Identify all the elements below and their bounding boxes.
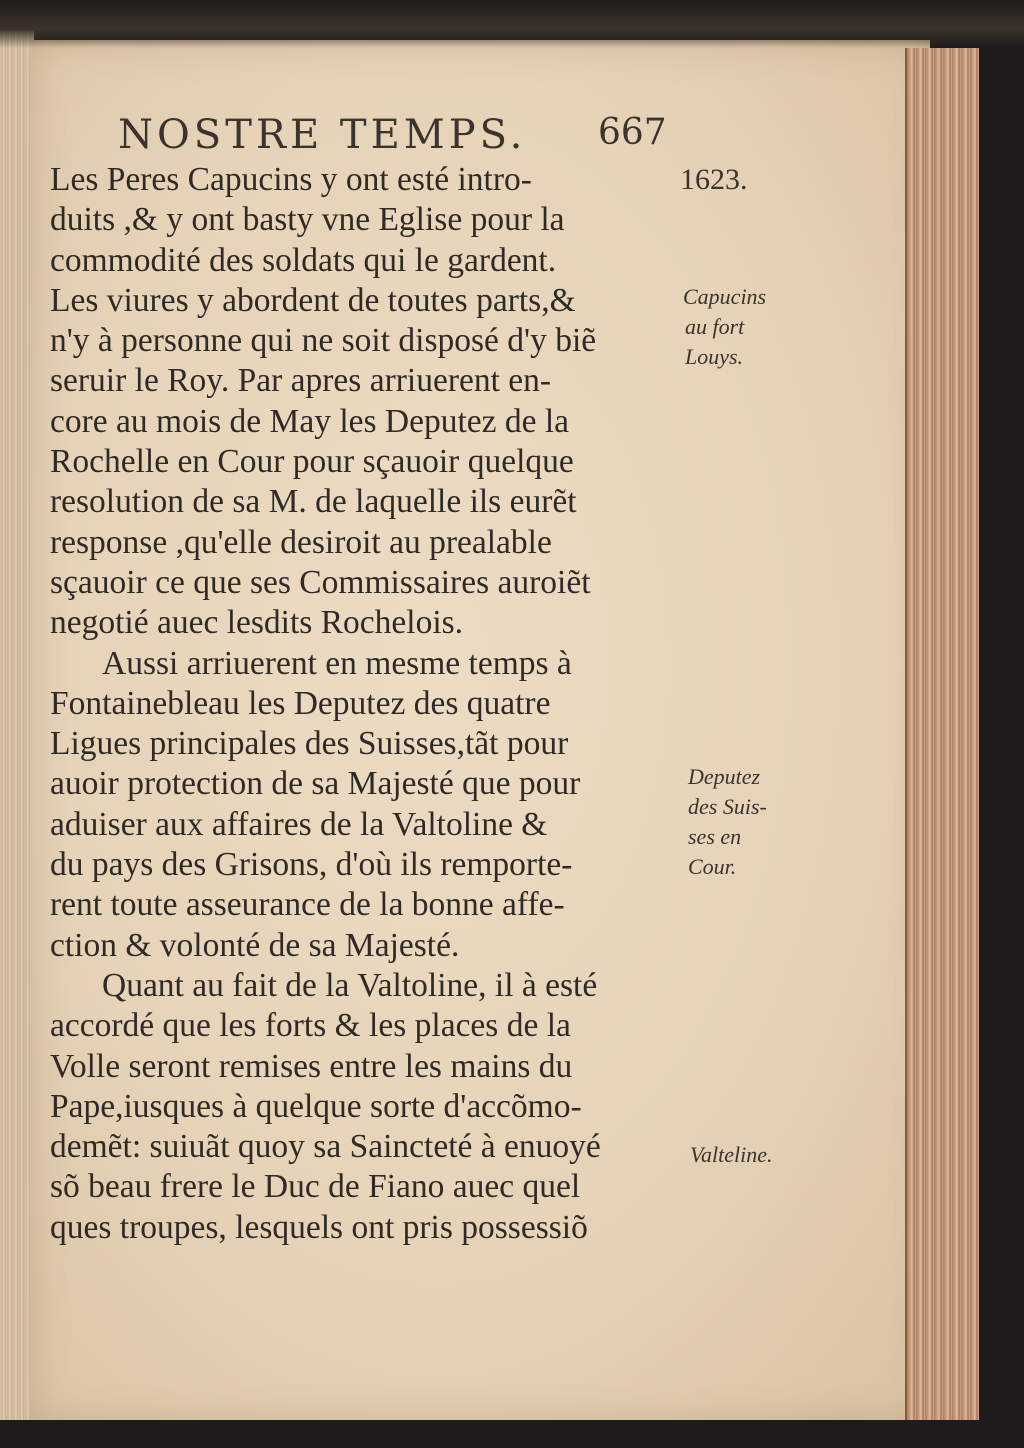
margin-note-capucins [683,282,766,372]
text-line: resolution de sa M. de laquelle ils eurẽt [50,483,577,521]
text-line: Ligues principales des Suisses,tãt pour [50,725,569,763]
margin-year: 1623. [680,163,748,196]
text-line: Rochelle en Cour pour sçauoir quelque [50,443,574,481]
margin-note-deputez [688,762,767,882]
text-line: Les viures y abordent de toutes parts,& [50,281,576,319]
text-line: Pape,iusques à quelque sorte d'accõmo- [50,1087,582,1125]
text-line: commodité des soldats qui le gardent. [50,241,557,279]
margin-note-line: Valteline. [690,1142,773,1167]
text-line: duits ,& y ont basty vne Eglise pour la [50,201,565,239]
margin-note-line: des Suis- [688,794,767,819]
bottom-background [0,1420,1024,1448]
page-number: 667 [598,112,667,153]
margin-note-line: ses en [688,824,742,849]
running-head-title: NOSTRE TEMPS. [118,112,527,158]
body-text [50,160,680,1248]
text-line: rent toute asseurance de la bonne affe- [50,886,565,924]
text-line: negotié auec lesdits Rochelois. [50,604,464,642]
text-line: sõ beau frere le Duc de Fiano auec quel [50,1168,581,1206]
text-line: response ,qu'elle desiroit au prealable [50,523,552,561]
text-line: n'y à personne qui ne soit disposé d'y biẽ [50,322,597,360]
text-line-paragraph-start: Quant au fait de la Valtoline, il à esté [102,966,598,1004]
text-line: auoir protection de sa Majesté que pour [50,765,581,803]
text-line: ques troupes, lesquels ont pris possessiõ [50,1208,588,1246]
margin-note-line: Capucins [683,284,767,309]
text-line: Les Peres Capucins y ont esté intro- [50,161,532,198]
text-line: accordé que les forts & les places de la [50,1007,571,1045]
margin-note-line: Cour. [688,854,737,879]
margin-note-line: Louys. [685,344,744,369]
fore-edge [905,48,979,1428]
text-line: ction & volonté de sa Majesté. [50,926,460,964]
text-line: Volle seront remises entre les mains du [50,1047,573,1085]
text-line: sçauoir ce que ses Commissaires auroiẽt [50,563,591,601]
left-page-edge [0,30,34,1448]
margin-note-valteline [690,1140,772,1170]
text-line: Fontainebleau les Deputez des quatre [50,684,551,722]
text-line: demẽt: suiuãt quoy sa Saincteté à enuoyé [50,1128,601,1166]
margin-note-line: au fort [685,314,745,339]
margin-note-line: Deputez [688,764,761,789]
text-line: core au mois de May les Deputez de la [50,402,570,440]
text-line-paragraph-start: Aussi arriuerent en mesme temps à [102,644,572,682]
text-line: seruir le Roy. Par apres arriuerent en- [50,362,552,400]
text-line: aduiser aux affaires de la Valtoline & [50,805,548,843]
top-shadow [0,0,1024,48]
text-line: du pays des Grisons, d'où ils remporte- [50,846,573,884]
